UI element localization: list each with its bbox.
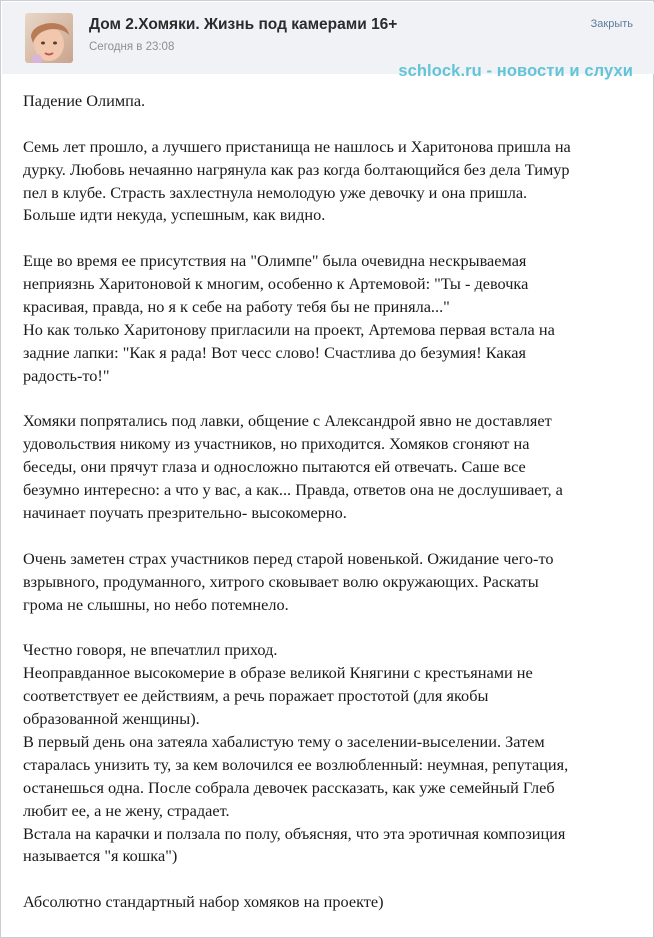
article-line: дурку. Любовь нечаянно нагрянула как раз когда болтающийся без дела Тимур	[23, 159, 570, 179]
article-line: красивая, правда, но я к себе на работу тебя бы не приняла..."	[23, 297, 450, 317]
article-line: Неоправданное высокомерие в образе великой Княгини с крестьянами не	[23, 663, 533, 683]
article-line: Встала на карачки и ползала по полу, объясняя, что эта эротичная композиция	[23, 823, 566, 843]
article-line: Но как только Харитонову пригласили на проект, Артемова первая встала на	[23, 319, 555, 339]
article-line: неприязнь Харитоновой к многим, особенно к Артемовой: "Ты - девочка	[23, 274, 529, 294]
article-line: задние лапки: "Как я рада! Вот чесс слово! Счастлива до безумия! Какая	[23, 342, 527, 362]
article-line: Падение Олимпа.	[23, 91, 146, 110]
article-line: Очень заметен страх участников перед старой новенькой. Ожидание чего-то	[23, 548, 554, 568]
article-line: Семь лет прошло, а лучшего пристанища не нашлось и Харитонова пришла на	[23, 136, 571, 156]
avatar-image	[25, 13, 73, 63]
article-paragraph	[23, 136, 643, 228]
article-paragraph	[23, 891, 643, 914]
article-line: останешься одна. После собрала девочек рассказать, как уже семейный Глеб	[23, 777, 555, 797]
article-line: Абсолютно стандартный набор хомяков на проекте)	[23, 892, 384, 912]
article-line: Хомяки попрятались под лавки, общение с Александрой явно не доставляет	[23, 411, 552, 431]
paragraph-gap	[23, 113, 643, 136]
post-title[interactable]: Дом 2.Хомяки. Жизнь под камерами 16+	[89, 16, 398, 33]
article-line: Честно говоря, не впечатлил приход.	[23, 640, 278, 660]
article-line: старалась унизить ту, за кем волочился ее возлюбленный: неумная, репутация,	[23, 754, 569, 774]
avatar[interactable]	[25, 13, 73, 63]
watermark-text: schlock.ru - новости и слухи	[398, 62, 633, 80]
article-line: радость-то!"	[23, 365, 110, 385]
article-line: образованной женщины).	[23, 709, 200, 729]
paragraph-gap	[23, 525, 643, 548]
article-paragraph	[23, 548, 643, 617]
article-line: безумно интересно: а что у вас, а как... Правда, ответов она не дослушивает, а	[23, 480, 563, 500]
paragraph-gap	[23, 868, 643, 891]
article-line: беседы, они прячут глаза и односложно пытаются ей отвечать. Саше все	[23, 457, 526, 477]
article-line: называется "я кошка")	[23, 846, 178, 866]
article-line: удовольствия никому из участников, но приходится. Хомяков сгоняют на	[23, 434, 530, 454]
article-body	[23, 90, 643, 914]
article-line: соответствует ее действиям, а речь поражает простотой (для якобы	[23, 686, 489, 706]
article-line: начинает поучать презрительно- высокомерно.	[23, 503, 347, 523]
article-paragraph	[23, 639, 643, 868]
article-line: Еще во время ее присутствия на "Олимпе" была очевидна нескрываемая	[23, 251, 527, 271]
paragraph-gap	[23, 616, 643, 639]
post-timestamp: Сегодня в 23:08	[89, 41, 175, 53]
article-line: любит ее, а не жену, страдает.	[23, 800, 230, 820]
article-line: пел в клубе. Страсть захлестнула немолодую уже девочку и она пришла.	[23, 182, 528, 202]
article-line: грома не слышны, но небо потемнело.	[23, 594, 289, 614]
article-line: Больше идти некуда, успешным, как видно.	[23, 205, 326, 225]
article-paragraph	[23, 250, 643, 387]
article-line: взрывного, продуманного, хитрого сковывает волю окружающих. Раскаты	[23, 571, 539, 591]
close-link[interactable]: Закрыть	[590, 18, 633, 30]
paragraph-gap	[23, 227, 643, 250]
paragraph-gap	[23, 388, 643, 411]
article-paragraph	[23, 410, 643, 524]
article-line: В первый день она затеяла хабалистую тему о заселении-выселении. Затем	[23, 731, 545, 751]
article-paragraph	[23, 90, 643, 113]
